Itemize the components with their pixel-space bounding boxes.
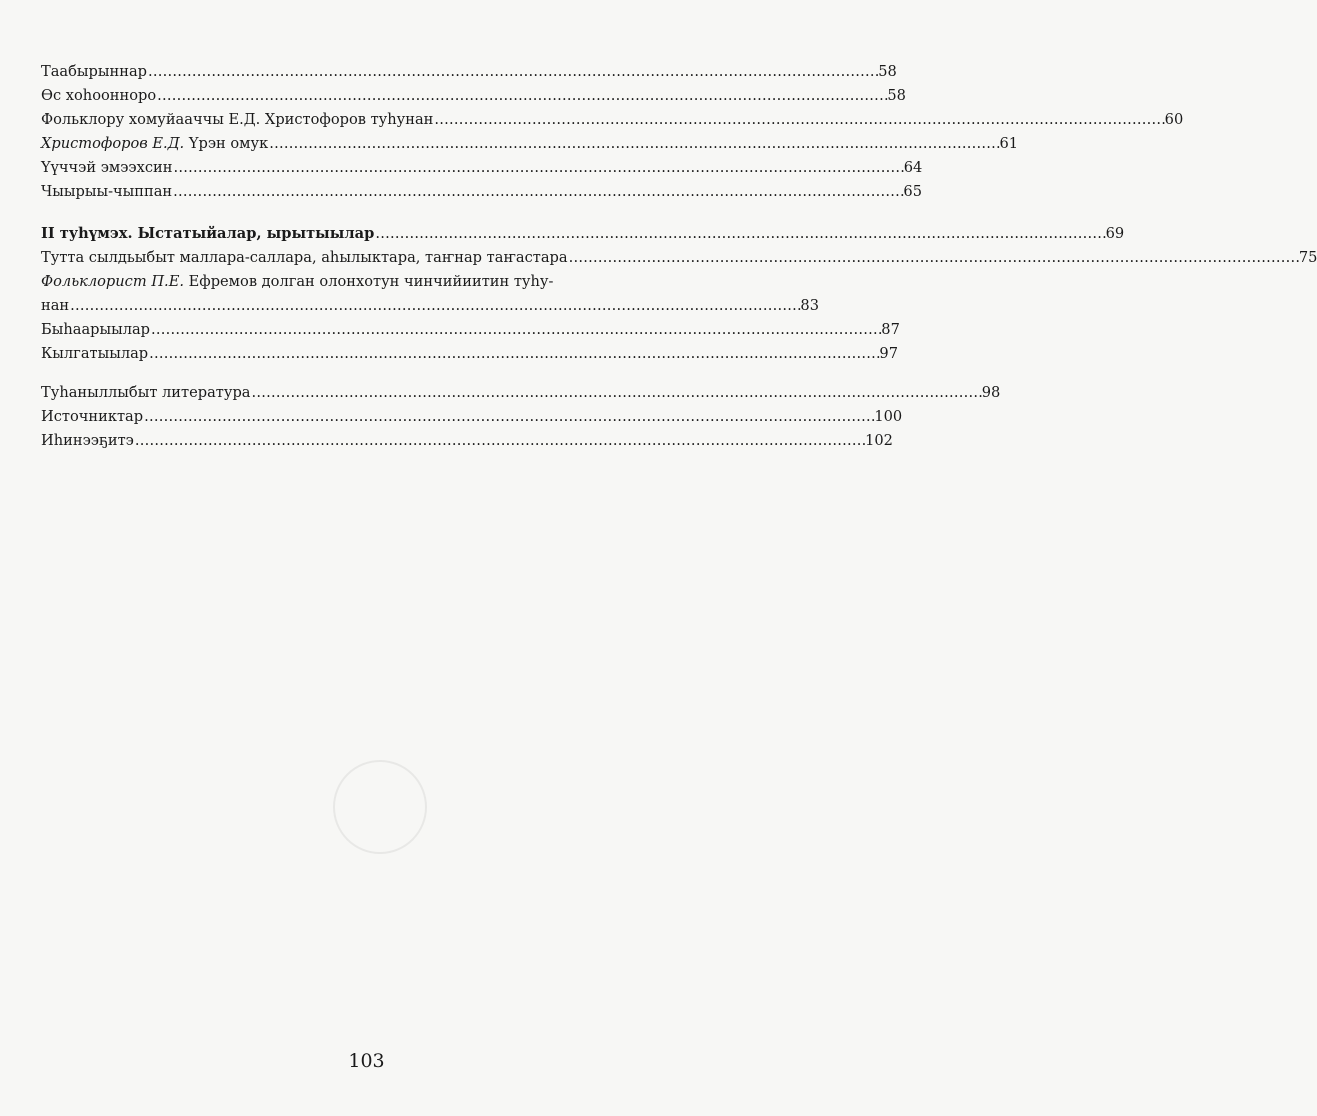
toc-leader-dots <box>149 342 878 366</box>
toc-section-heading[interactable] <box>41 222 1125 246</box>
toc-leader-dots <box>173 156 902 180</box>
toc-entry-page: 58 <box>887 87 906 104</box>
toc-leader-dots <box>173 180 902 204</box>
toc-leader-dots <box>434 108 1163 132</box>
toc-entry-title: Таабырыннар <box>41 63 147 80</box>
toc-entry-title: II туһүмэх. Ыстатыйалар, ырытыылар <box>41 225 375 242</box>
toc-leader-dots <box>269 132 998 156</box>
table-of-contents <box>41 60 1317 453</box>
toc-entry-page: 83 <box>800 297 819 314</box>
toc-leader-dots <box>252 381 981 405</box>
toc-leader-dots <box>151 318 880 342</box>
toc-entry-page: 64 <box>903 159 923 176</box>
toc-entry[interactable] <box>41 84 906 108</box>
toc-entry[interactable] <box>41 60 897 84</box>
toc-entry[interactable] <box>41 156 923 180</box>
toc-entry-author: Христофоров Е.Д. <box>41 135 185 152</box>
toc-entry[interactable] <box>41 246 1317 270</box>
toc-entry-page: 65 <box>903 183 922 200</box>
toc-entry-page: 61 <box>999 135 1019 152</box>
toc-leader-dots <box>144 405 873 429</box>
toc-entry-page: 100 <box>874 408 903 425</box>
toc-entry-page: 102 <box>865 432 893 449</box>
toc-entry-title: Туһаныллыбыт литература <box>41 384 251 401</box>
toc-entry-title: Үүччэй эмээхсин <box>41 159 173 176</box>
toc-entry-page: 60 <box>1164 111 1184 128</box>
toc-entry-page: 75 <box>1298 249 1317 266</box>
toc-entry-author: Фольклорист П.Е. <box>41 273 184 290</box>
toc-leader-dots <box>148 60 877 84</box>
page-number: 103 <box>348 1050 385 1072</box>
show-through-seal <box>333 760 427 854</box>
toc-leader-dots <box>70 294 799 318</box>
toc-entry[interactable] <box>41 429 893 453</box>
toc-entry-title: Иһинээҕитэ <box>41 432 134 449</box>
toc-entry[interactable] <box>41 381 1001 405</box>
toc-leader-dots <box>569 246 1298 270</box>
toc-leader-dots <box>375 222 1104 246</box>
toc-entry-title-rest: Үрэн омук <box>184 135 269 152</box>
toc-entry-title: Источниктар <box>41 408 144 425</box>
toc-entry-page: 87 <box>881 321 900 338</box>
toc-entry-page: 69 <box>1105 225 1125 242</box>
toc-entry-title: Өс хоһооннорo <box>41 87 157 104</box>
toc-entry-page: 58 <box>878 63 897 80</box>
toc-entry[interactable] <box>41 132 1019 156</box>
toc-entry-title: Фольклору хомуйааччы Е.Д. Христофоров туһунан <box>41 111 434 128</box>
toc-entry-title: Кылгатыылар <box>41 345 149 362</box>
toc-entry-title-continuation: нан <box>41 297 70 314</box>
toc-entry-title: Чыырыы-чыппан <box>41 183 173 200</box>
toc-entry-title-rest: Ефремов долган олонхотун чинчийиитин туһу- <box>183 273 554 290</box>
toc-entry[interactable] <box>41 108 1184 132</box>
toc-entry[interactable] <box>41 342 898 366</box>
toc-leader-dots <box>135 429 864 453</box>
toc-leader-dots <box>157 84 886 108</box>
toc-entry-title: Тутта сылдьыбыт маллара-саллара, аһылыктара, таҥнар таҥастара <box>41 249 568 266</box>
toc-entry-multiline-first[interactable] <box>41 270 638 294</box>
toc-entry-title: Быһаарыылар <box>41 321 151 338</box>
toc-entry-page: 97 <box>879 345 898 362</box>
toc-entry[interactable] <box>41 318 900 342</box>
toc-entry-multiline-last[interactable] <box>41 294 819 318</box>
toc-entry[interactable] <box>41 180 922 204</box>
toc-entry[interactable] <box>41 405 903 429</box>
toc-entry-title <box>41 132 268 156</box>
toc-entry-page: 98 <box>981 384 1001 401</box>
